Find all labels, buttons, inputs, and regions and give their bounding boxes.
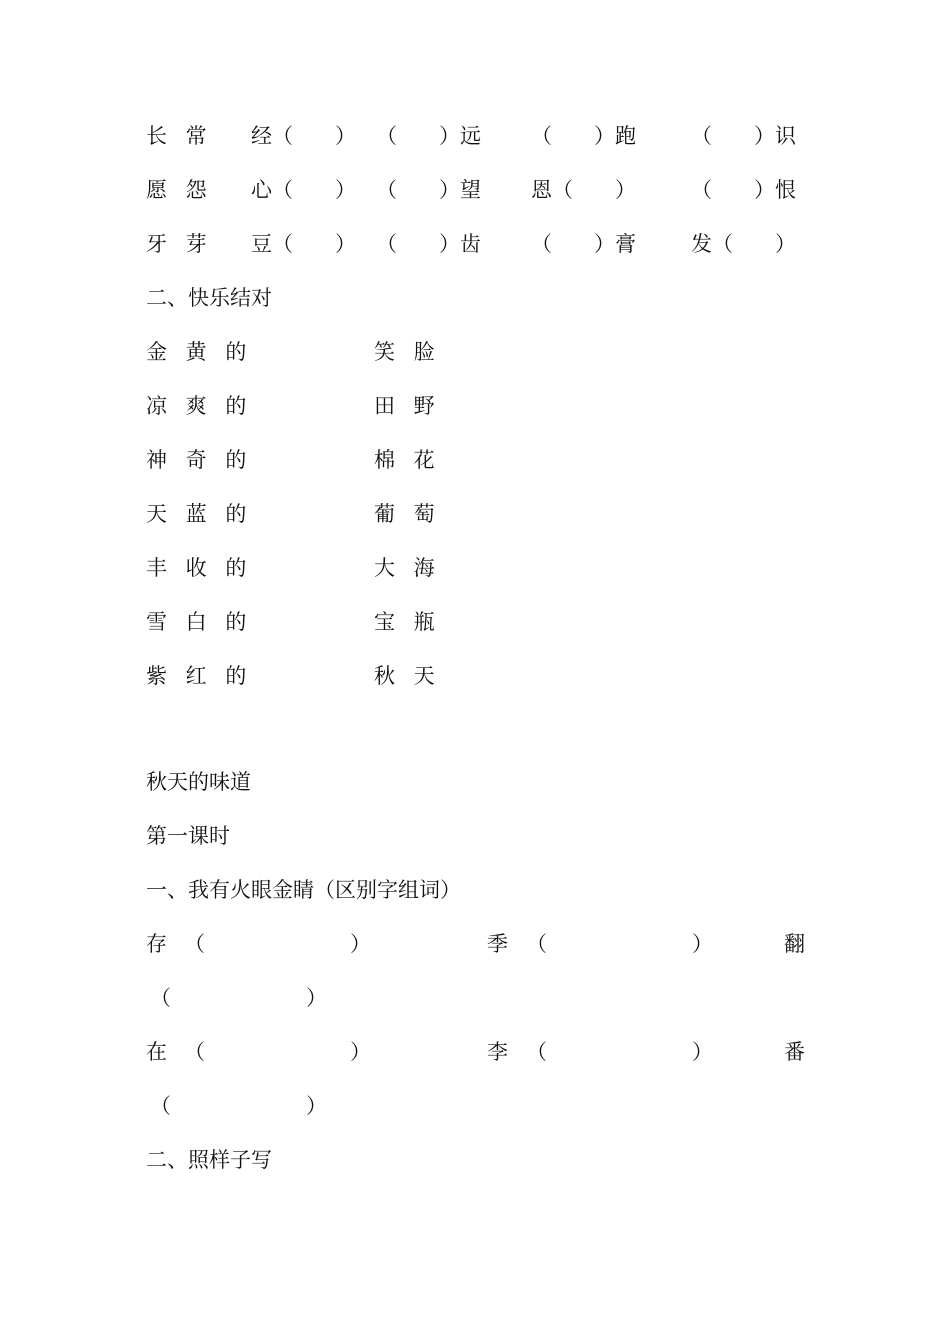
match-right-item: 秋 天 — [374, 664, 441, 688]
distinguish-char: 存 — [146, 932, 167, 956]
match-right-item: 笑 脸 — [374, 340, 441, 364]
word-blank: 豆（ ） — [251, 232, 356, 256]
word-blank: 心（ ） — [251, 178, 356, 202]
section-title-matching: 二、快乐结对 — [146, 286, 272, 310]
paren-open: （ — [184, 1040, 205, 1064]
char-pair: 长 常 — [146, 124, 213, 148]
match-right-item: 大 海 — [374, 556, 441, 580]
distinguish-char: 翻 — [784, 932, 805, 956]
paren-close: ） — [306, 986, 327, 1010]
word-blank: （ ）识 — [691, 124, 796, 148]
lesson-period: 第一课时 — [146, 824, 230, 848]
lesson-title: 秋天的味道 — [146, 770, 251, 794]
paren-close: ） — [350, 932, 371, 956]
match-left-item: 凉 爽 的 — [146, 394, 253, 418]
char-pair: 愿 怨 — [146, 178, 213, 202]
match-right-item: 葡 萄 — [374, 502, 441, 526]
word-blank: 发（ ） — [691, 232, 796, 256]
match-right-item: 棉 花 — [374, 448, 441, 472]
paren-close: ） — [306, 1094, 327, 1118]
match-right-item: 宝 瓶 — [374, 610, 441, 634]
match-left-item: 雪 白 的 — [146, 610, 253, 634]
word-blank: （ ）恨 — [691, 178, 796, 202]
distinguish-char: 季 — [487, 932, 508, 956]
match-left-item: 紫 红 的 — [146, 664, 253, 688]
match-left-item: 丰 收 的 — [146, 556, 253, 580]
distinguish-char: 番 — [784, 1040, 805, 1064]
paren-open: （ — [150, 1094, 171, 1118]
section-title-imitate: 二、照样子写 — [146, 1148, 272, 1172]
match-left-item: 神 奇 的 — [146, 448, 253, 472]
word-blank: （ ）齿 — [376, 232, 481, 256]
word-blank: （ ）望 — [376, 178, 481, 202]
paren-close: ） — [692, 1040, 713, 1064]
word-blank: （ ）膏 — [531, 232, 636, 256]
match-right-item: 田 野 — [374, 394, 441, 418]
match-left-item: 天 蓝 的 — [146, 502, 253, 526]
paren-close: ） — [350, 1040, 371, 1064]
match-left-item: 金 黄 的 — [146, 340, 253, 364]
word-blank: （ ）跑 — [531, 124, 636, 148]
paren-close: ） — [692, 932, 713, 956]
paren-open: （ — [526, 932, 547, 956]
distinguish-char: 李 — [487, 1040, 508, 1064]
paren-open: （ — [184, 932, 205, 956]
section-title-distinguish: 一、我有火眼金睛（区别字组词） — [146, 878, 461, 902]
char-pair: 牙 芽 — [146, 232, 213, 256]
distinguish-char: 在 — [146, 1040, 167, 1064]
paren-open: （ — [150, 986, 171, 1010]
word-blank: 恩（ ） — [531, 178, 636, 202]
paren-open: （ — [526, 1040, 547, 1064]
word-blank: （ ）远 — [376, 124, 481, 148]
word-blank: 经（ ） — [251, 124, 356, 148]
